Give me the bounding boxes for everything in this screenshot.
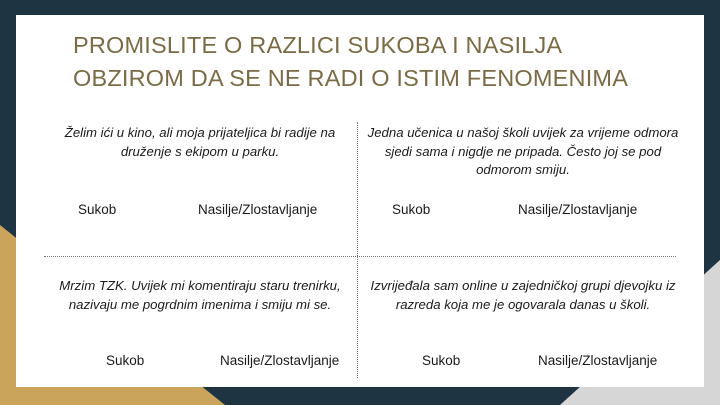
vertical-divider [357,122,358,378]
option-sukob-1[interactable]: Sukob [78,202,117,217]
scenario-text-1: Želim ići u kino, ali moja prijateljica bi radije na druženje s ekipom u parku. [64,125,336,159]
option-nasilje-3[interactable]: Nasilje/Zlostavljanje [220,353,340,368]
option-sukob-3[interactable]: Sukob [106,353,145,368]
option-sukob-4[interactable]: Sukob [422,353,461,368]
option-nasilje-1[interactable]: Nasilje/Zlostavljanje [198,202,318,217]
slide-title [73,29,628,95]
scenario-text-4: Izvrijeđala sam online u zajedničkoj grupi djevojku iz razreda koja me je ogovarala danas u školi. [370,278,676,312]
option-nasilje-4[interactable]: Nasilje/Zlostavljanje [538,353,658,368]
option-nasilje-2[interactable]: Nasilje/Zlostavljanje [518,202,638,217]
slide-title-line-2: OBZIROM DA SE NE RADI O ISTIM FENOMENIMA [73,65,629,91]
slide-title-line-1: PROMISLITE O RAZLICI SUKOBA I NASILJA [73,32,563,58]
scenario-text-2: Jedna učenica u našoj školi uvijek za vrijeme odmora sjedi sama i nigdje ne pripada. Često joj se pod odmorom smiju. [367,125,679,177]
scenario-text-3: Mrzim TZK. Uvijek mi komentiraju staru trenirku, nazivaju me pogrdnim imenima i smiju mi se. [59,278,341,312]
horizontal-divider [44,256,676,257]
option-sukob-2[interactable]: Sukob [392,202,431,217]
